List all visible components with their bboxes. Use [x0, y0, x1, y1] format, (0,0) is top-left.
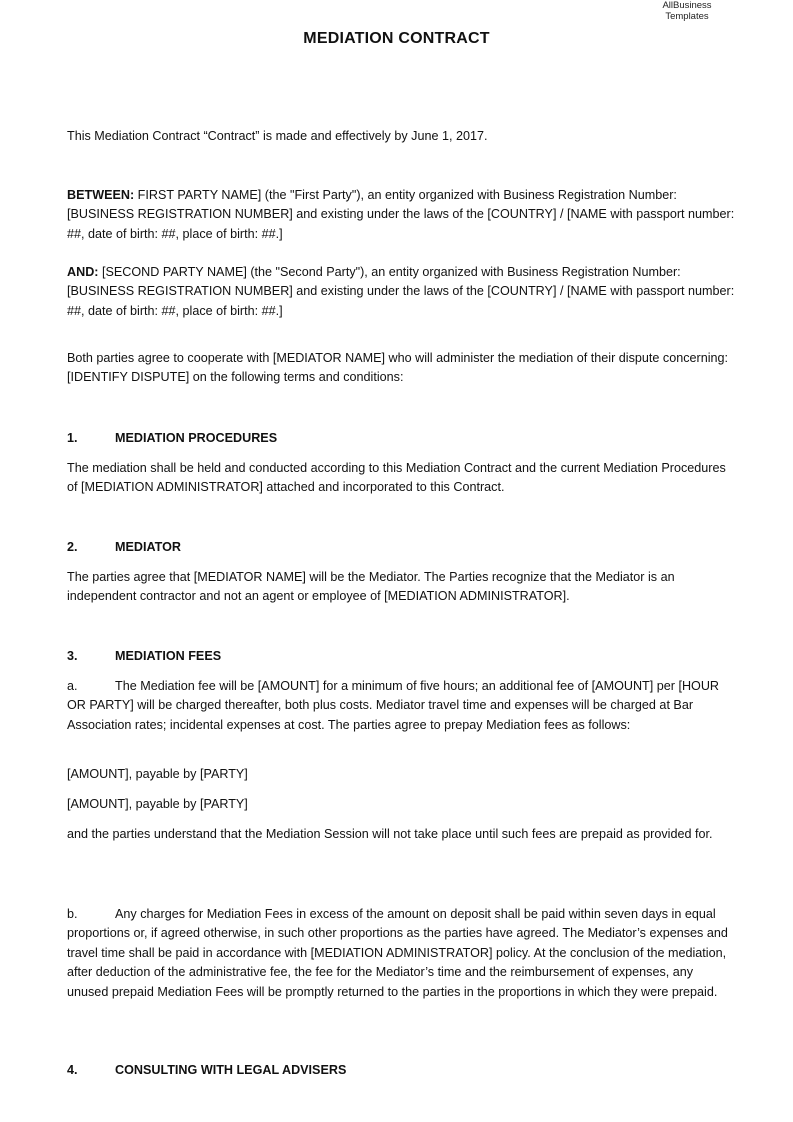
section-3a-text: The Mediation fee will be [AMOUNT] for a minimum of five hours; an additional fee of [AMOUNT] per [HOUR OR PARTY] will be charged thereafter, both plus costs. Mediator travel time and expenses will be charged at Bar Association rates; incidental expenses at cost. The parties agree to prepay Mediation fees as follows:	[67, 679, 720, 732]
section-1-number: 1.	[67, 431, 78, 445]
section-4-heading	[67, 1061, 346, 1080]
document-title: MEDIATION CONTRACT	[303, 30, 490, 47]
section-1-heading	[67, 429, 277, 448]
section-3a-label: a.	[67, 679, 78, 693]
section-3-heading	[67, 647, 221, 666]
section-1-text: The mediation shall be held and conducted according to this Mediation Contract and the current Mediation Procedures of [MEDIATION ADMINISTRATOR] attached and incorporated to this Contract.	[67, 461, 726, 495]
section-3-number: 3.	[67, 649, 78, 663]
payment-line-1: [AMOUNT], payable by [PARTY]	[67, 767, 248, 781]
section-2-number: 2.	[67, 540, 78, 554]
logo-line-2: Templates	[665, 11, 709, 22]
section-3-title: MEDIATION FEES	[115, 649, 222, 663]
between-label: BETWEEN:	[67, 188, 135, 202]
section-3a-paragraph	[67, 677, 737, 735]
intro-paragraph: This Mediation Contract “Contract” is made and effectively by June 1, 2017.	[67, 129, 488, 143]
and-text: [SECOND PARTY NAME] (the "Second Party"), an entity organized with Business Registration Number: [BUSINESS REGISTRATION NUMBER] and existing under the laws of the [COUNTRY] / [NAME with passport number: ##, date of birth: ##, place of birth: ##.]	[67, 265, 735, 318]
section-2-heading	[67, 538, 181, 557]
section-3b-label: b.	[67, 907, 78, 921]
and-paragraph	[67, 263, 737, 321]
section-2-text: The parties agree that [MEDIATOR NAME] will be the Mediator. The Parties recognize that the Mediator is an independent contractor and not an agent or employee of [MEDIATION ADMINISTRATOR].	[67, 570, 675, 604]
section-4-number: 4.	[67, 1063, 78, 1077]
logo	[648, 0, 726, 22]
and-label: AND:	[67, 265, 99, 279]
section-3b-paragraph	[67, 905, 737, 1002]
between-text: FIRST PARTY NAME] (the "First Party"), an entity organized with Business Registration Number: [BUSINESS REGISTRATION NUMBER] and existing under the laws of the [COUNTRY] / [NAME with passport number: ##, date of birth: ##, place of birth: ##.]	[67, 188, 735, 241]
section-4-title: CONSULTING WITH LEGAL ADVISERS	[115, 1063, 347, 1077]
section-1-title: MEDIATION PROCEDURES	[115, 431, 278, 445]
agree-paragraph: Both parties agree to cooperate with [MEDIATOR NAME] who will administer the mediation of their dispute concerning: [IDENTIFY DISPUTE] on the following terms and conditions:	[67, 351, 729, 385]
section-3b-text: Any charges for Mediation Fees in excess of the amount on deposit shall be paid within seven days in equal proportions or, if agreed otherwise, in such other proportions as the parties have agreed. The Mediator’s expenses and travel time shall be paid in accordance with [MEDIATION ADMINISTRATOR] policy. At the conclusion of the mediation, after deduction of the administrative fee, the fee for the Mediator’s time and the reimbursement of expenses, any unused prepaid Mediation Fees will be promptly returned to the parties in the proportions in which they were prepaid.	[67, 907, 728, 999]
logo-line-1: AllBusiness	[662, 0, 712, 11]
between-paragraph	[67, 186, 737, 244]
section-2-title: MEDIATOR	[115, 540, 181, 554]
payment-line-2: [AMOUNT], payable by [PARTY]	[67, 797, 248, 811]
prepaid-paragraph: and the parties understand that the Mediation Session will not take place until such fees are prepaid as provided for.	[67, 827, 713, 841]
